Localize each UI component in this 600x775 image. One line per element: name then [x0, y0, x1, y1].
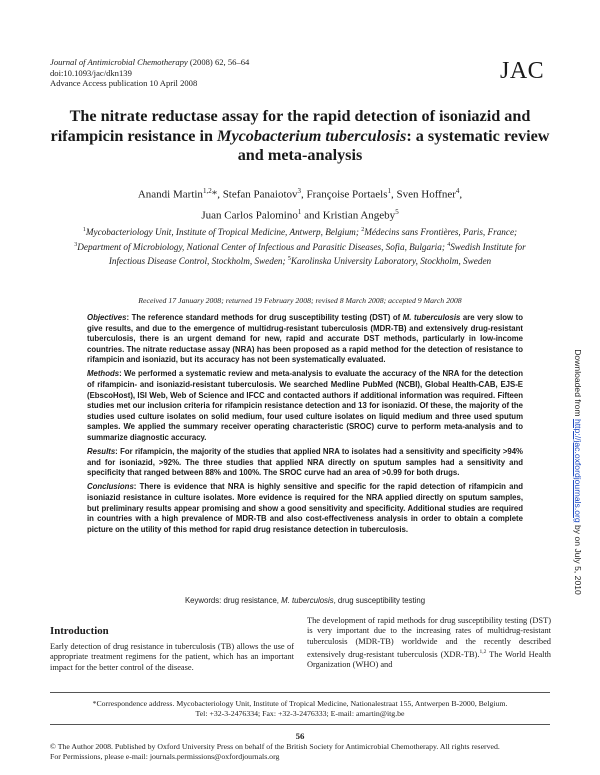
author-1-affil: 1,2 [202, 187, 212, 195]
author-6: Kristian Angeby [322, 209, 396, 222]
author-5-affil: 1 [297, 207, 302, 216]
affil-3: Department of Microbiology, National Center of Infectious and Parasitic Diseases, Sofia, Bulgaria; [77, 241, 448, 252]
journal-logo: JAC [500, 58, 545, 84]
affil-1-num: 1 [82, 227, 86, 233]
author-5: Juan Carlos Palomino [201, 209, 298, 222]
title-part2: : a systematic review and meta-analysis [237, 126, 550, 164]
section-heading-introduction: Introduction [50, 625, 109, 637]
keywords [87, 596, 523, 605]
author-1: Anandi Martin [137, 188, 203, 201]
conclusions-label: Conclusions [87, 482, 134, 492]
journal-citation [50, 57, 249, 68]
journal-access-date: Advance Access publication 10 April 2008 [50, 78, 198, 89]
article-title [50, 107, 550, 166]
author-4-affil: 4 [455, 187, 460, 195]
keywords-organism: M. tuberculosis [281, 596, 334, 605]
objectives-text-b: are very slow to give results, and due to the emergence of multidrug-resistant tuberculosis (MDR-TB) and extensively drug-resistant tuberculosis, there is an urgent demand for new, rapid and accurate DST methods, particularly in low-income countries. The nitrate reductase assay (NRA) has been proposed as a rapid method for the detection of resistance to rifampicin and isoniazid, but its accuracy has not been systematically evaluated. [87, 313, 523, 365]
objectives-text-a: : The reference standard methods for drug susceptibility testing (DST) of [126, 313, 403, 322]
correspondence-address: *Correspondence address. Mycobacteriology Unit, Institute of Tropical Medicine, Nationalestraat 155, Antwerpen B-2000, Belgium. [92, 699, 508, 708]
download-prefix: Downloaded from [573, 349, 583, 419]
abstract [87, 313, 523, 539]
affil-4-num: 4 [447, 241, 451, 248]
affil-4: Swedish Institute for Infectious Disease Control, Stockholm, Sweden; [108, 241, 526, 267]
correspondence-contact: Tel: +32-3-2476334; Fax: +32-3-2476333; E-mail: amartin@itg.be [195, 709, 405, 719]
author-and: and [301, 209, 323, 222]
copyright-notice [50, 742, 560, 762]
abstract-results [87, 447, 523, 479]
affil-5-num: 5 [287, 256, 291, 263]
abstract-methods [87, 369, 523, 443]
author-6-affil: 5 [395, 207, 399, 216]
download-link[interactable]: http://jac.oxfordjournals.org [573, 418, 583, 523]
title-organism: Mycobacterium tuberculosis [217, 126, 407, 145]
author-4: Sven Hoffner [396, 188, 456, 201]
affil-5: Karolinska University Laboratory, Stockholm, Sweden [290, 256, 492, 267]
footnote-divider [50, 692, 550, 693]
conclusions-text: : There is evidence that NRA is highly sensitive and specific for the rapid detection of rifampicin and isoniazid resistance in culture isolates. More evidence is required for the NRA applied directly on sputum samples, but preliminary results appear promising and show a good sensitivity and specificity. Additional studies are required in countries with a high prevalence of MDR-TB and also cost-effectiveness analysis in order to obtain a complete picture on the utility of this method for rapid drug resistance detection in tuberculosis. [87, 482, 523, 534]
correspondence-note [50, 699, 550, 719]
abstract-objectives [87, 313, 523, 366]
intro-left-column: Early detection of drug resistance in tuberculosis (TB) allows the use of appropriate treatment regimens for the patient, which has an important impact for the better control of the disease. [50, 642, 294, 672]
author-1-star: * [211, 188, 218, 201]
author-line-1: Anandi Martin$^{1,2}$*, Stefan Panaiotov$^3$, Françoise Portaels$^1$, Sven Hoffner$^4$, [137, 187, 463, 201]
affil-3-num: 3 [74, 241, 78, 248]
affil-2-num: 2 [361, 227, 365, 233]
intro-right-text-b: The World Health Organization (WHO) and [307, 650, 551, 670]
received-dates: Received 17 January 2008; returned 19 February 2008; revised 8 March 2008; accepted 9 March 2008 [138, 296, 462, 305]
methods-text: : We performed a systematic review and meta-analysis to evaluate the accuracy of the NRA for the detection of rifampicin- and isoniazid-resistant tuberculosis. We searched Medline PubMed (NCBI), Global Health-CAB, EJS-E (EbscoHost), ISI Web, Web of Science and IFCC and contacted authors if additional information was required. Fifteen studies met our inclusion criteria for rifampicin resistance detection and 13 for isoniazid. Of these, the majority of the studies used culture isolates on solid medium, four used culture isolates on liquid medium and three used sputum samples. We applied the summary receiver operating characteristic (SROC) curve to perform meta-analysis and to summarize diagnostic accuracy. [87, 369, 523, 443]
affil-2: Médecins sans Frontières, Paris, France; [364, 227, 518, 238]
copyright-line: © The Author 2008. Published by Oxford University Press on behalf of the British Society for Antimicrobial Chemotherapy. All rights reserved. [50, 742, 500, 751]
journal-doi: doi:10.1093/jac/dkn139 [50, 67, 132, 78]
download-notice [573, 262, 583, 682]
author-list [50, 183, 550, 224]
author-3-affil: 1 [387, 187, 391, 195]
methods-label: Methods [87, 369, 120, 379]
title-part1: The nitrate reductase assay for the rapid detection of isoniazid and rifampicin resistance in [50, 107, 531, 145]
intro-right-text-a: The development of rapid methods for drug susceptibility testing (DST) is very important due to the increasing rates of multidrug-resistant tuberculosis (MDR-TB) worldwide and the recently described extensively drug-resistant tuberculosis (XDR-TB). [307, 616, 551, 660]
affil-1: Mycobacteriology Unit, Institute of Tropical Medicine, Antwerp, Belgium; [85, 227, 362, 238]
results-label: Results [87, 447, 116, 457]
keywords-b: , drug susceptibility testing [333, 596, 426, 605]
objectives-organism: M. tuberculosis [402, 313, 461, 322]
results-text: : For rifampicin, the majority of the studies that applied NRA to isolates had a sensitivity and specificity >94% and for isoniazid, >92%. The three studies that applied NRA directly on sputum samples had a sensitivity and specificity that ranged between 88% and 100%. The SROC curve had an area of >0.99 for both drugs. [87, 447, 523, 478]
keywords-a: Keywords: drug resistance, [184, 596, 282, 605]
abstract-conclusions [87, 482, 523, 535]
objectives-label: Objectives [87, 313, 127, 322]
permissions-line: For Permissions, please e-mail: journals.permissions@oxfordjournals.org [50, 752, 280, 762]
footer-divider [50, 724, 550, 725]
download-suffix: by on July 5, 2010 [573, 522, 583, 595]
author-line-2 [50, 204, 550, 225]
journal-volume: (2008) 62, 56–64 [187, 57, 250, 67]
author-2: Stefan Panaiotov [222, 188, 298, 201]
intro-right-ref: 1,2 [479, 649, 487, 656]
journal-header [50, 57, 249, 89]
journal-name: Journal of Antimicrobial Chemotherapy [50, 57, 188, 67]
affiliations [60, 224, 540, 268]
intro-right-column [307, 616, 551, 671]
page-number: 56 [295, 731, 305, 741]
download-sidebar [568, 262, 588, 682]
author-3: Françoise Portaels [306, 188, 388, 201]
author-2-affil: 3 [297, 187, 302, 195]
